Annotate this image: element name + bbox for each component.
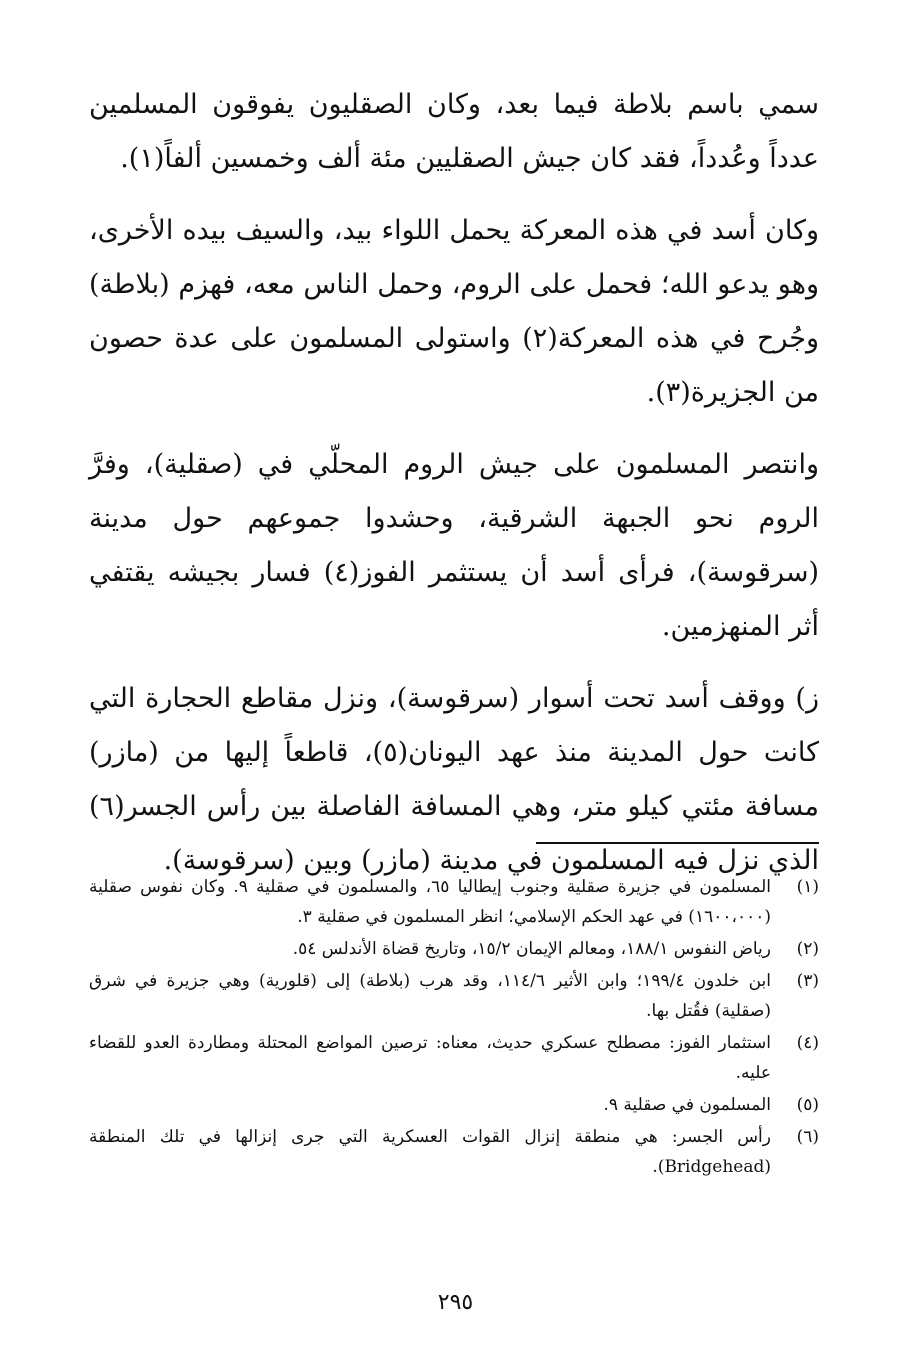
footnote-number: (٣) <box>796 971 819 991</box>
footnote-number: (٥) <box>796 1095 819 1115</box>
footnote-number: (٦) <box>796 1127 819 1147</box>
footnote-text: المسلمون في جزيرة صقلية وجنوب إيطاليا ٦٥، والمسلمون في صقلية ٩. وكان نفوس صقلية (١٦٠٠،٠٠٠) في عهد الحكم الإسلامي؛ انظر المسلمون في صقلية ٣. <box>89 877 771 927</box>
footnote-number: (٢) <box>796 939 819 959</box>
footnote-text: استثمار الفوز: مصطلح عسكري حديث، معناه: ترصين المواضع المحتلة ومطاردة العدو للقضاء عليه. <box>89 1033 771 1083</box>
footnote-text: المسلمون في صقلية ٩. <box>603 1095 771 1115</box>
footnotes-section <box>89 872 819 1184</box>
footnote-separator-rule <box>536 842 819 844</box>
paragraph: وانتصر المسلمون على جيش الروم المحلّي في (صقلية)، وفرَّ الروم نحو الجبهة الشرقية، وحشدوا جموعهم حول مدينة (سرقوسة)، فرأى أسد أن يستثمر الفوز(٤) فسار بجيشه يقتفي أثر المنهزمين. <box>89 449 819 642</box>
footnote-item <box>89 872 819 932</box>
footnote-text: رياض النفوس ١٨٨/١، ومعالم الإيمان ١٥/٢، وتاريخ قضاة الأندلس ٥٤. <box>292 939 771 959</box>
footnote-item <box>89 1090 819 1120</box>
paragraph: وكان أسد في هذه المعركة يحمل اللواء بيد، والسيف بيده الأخرى، وهو يدعو الله؛ فحمل على الروم، وحمل الناس معه، فهزم (بلاطة) وجُرح في هذه المعركة(٢) واستولى المسلمون على عدة حصون من الجزيرة(٣). <box>89 215 819 408</box>
footnote-number: (٤) <box>796 1033 819 1053</box>
footnote-item <box>89 966 819 1026</box>
paragraph: ز) ووقف أسد تحت أسوار (سرقوسة)، ونزل مقاطع الحجارة التي كانت حول المدينة منذ عهد اليونان(٥)، قاطعاً إليها من (مازر) مسافة مئتي كيلو متر، وهي المسافة الفاصلة بين رأس الجسر(٦) الذي نزل فيه المسلمون في مدينة (مازر) وبين (سرقوسة). <box>89 683 819 876</box>
paragraph: سمي باسم بلاطة فيما بعد، وكان الصقليون يفوقون المسلمين عدداً وعُدداً، فقد كان جيش الصقليين مئة ألف وخمسين ألفاً(١). <box>89 89 819 174</box>
footnote-item <box>89 1028 819 1088</box>
footnote-item <box>89 1122 819 1182</box>
footnote-text: ابن خلدون ١٩٩/٤؛ وابن الأثير ١١٤/٦، وقد هرب (بلاطة) إلى (قلورية) وهي جزيرة في شرق (صقلية) فقُتل بها. <box>89 971 771 1021</box>
main-text-body <box>89 78 819 888</box>
footnote-number: (١) <box>796 877 819 897</box>
footnote-item <box>89 934 819 964</box>
footnote-text: رأس الجسر: هي منطقة إنزال القوات العسكرية التي جرى إنزالها في تلك المنطقة (Bridgehead). <box>89 1127 771 1177</box>
page-number: ٢٩٥ <box>437 1290 474 1315</box>
